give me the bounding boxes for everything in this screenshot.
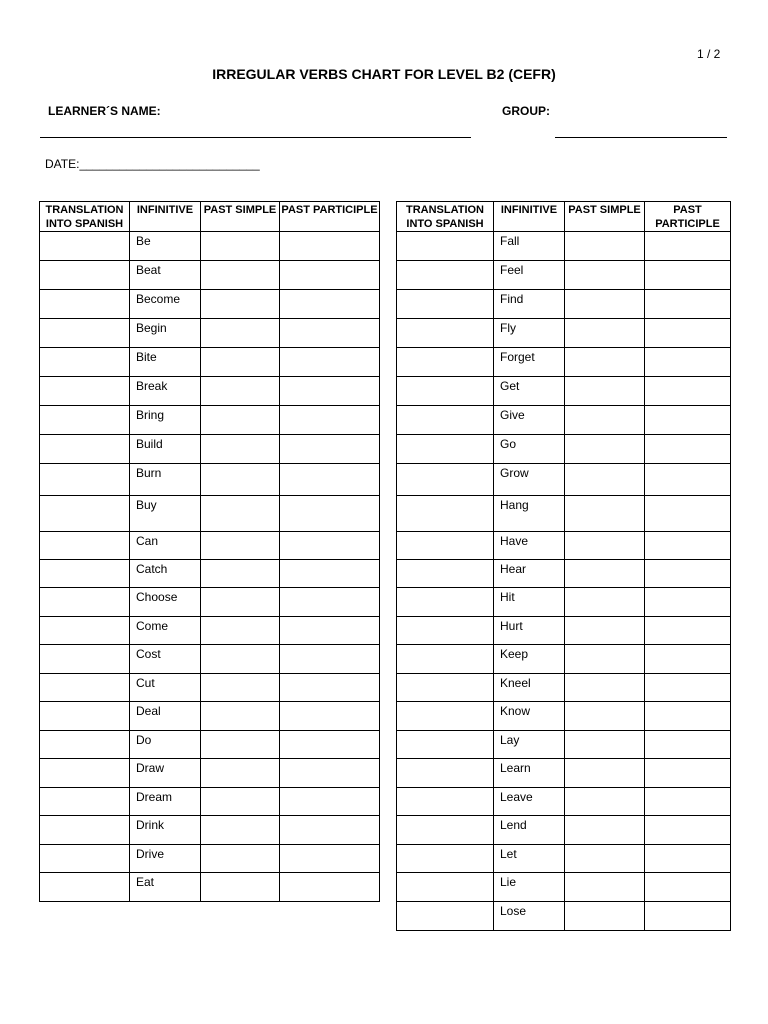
infinitive-cell: Can (130, 532, 201, 560)
past-participle-cell[interactable] (645, 496, 731, 532)
past-simple-cell[interactable] (201, 731, 280, 759)
past-participle-cell[interactable] (280, 702, 380, 731)
translation-cell[interactable] (40, 261, 130, 290)
past-participle-cell[interactable] (280, 788, 380, 816)
translation-cell[interactable] (40, 588, 130, 617)
translation-cell[interactable] (397, 532, 494, 560)
table-row (397, 645, 731, 674)
infinitive-cell: Forget (494, 348, 565, 377)
infinitive-cell: Burn (130, 464, 201, 496)
infinitive-cell: Drink (130, 816, 201, 845)
past-participle-cell[interactable] (645, 319, 731, 348)
translation-cell[interactable] (40, 759, 130, 788)
past-participle-cell[interactable] (280, 816, 380, 845)
infinitive-cell: Build (130, 435, 201, 464)
past-participle-cell[interactable] (645, 816, 731, 845)
translation-cell[interactable] (397, 845, 494, 873)
past-participle-cell[interactable] (645, 645, 731, 674)
infinitive-cell: Have (494, 532, 565, 560)
past-participle-cell[interactable] (645, 348, 731, 377)
past-simple-cell[interactable] (565, 702, 645, 731)
infinitive-cell: Deal (130, 702, 201, 731)
date-field[interactable]: DATE:___________________________ (45, 157, 260, 171)
group-line[interactable] (555, 137, 727, 138)
past-simple-cell[interactable] (565, 816, 645, 845)
past-simple-cell[interactable] (201, 532, 280, 560)
table-row (397, 702, 731, 731)
past-simple-cell[interactable] (201, 406, 280, 435)
infinitive-cell: Hit (494, 588, 565, 617)
translation-cell[interactable] (40, 617, 130, 645)
table-row (397, 731, 731, 759)
table-row (40, 759, 380, 788)
table-row (40, 873, 380, 902)
past-participle-cell[interactable] (280, 645, 380, 674)
table-row (397, 496, 731, 532)
past-simple-cell[interactable] (201, 617, 280, 645)
table-row (397, 435, 731, 464)
table-row (40, 464, 380, 496)
table-row (40, 816, 380, 845)
past-participle-cell[interactable] (645, 702, 731, 731)
past-simple-cell[interactable] (565, 261, 645, 290)
translation-cell[interactable] (40, 674, 130, 702)
translation-cell[interactable] (397, 617, 494, 645)
header-translation: TRANSLATION INTO SPANISH (40, 202, 130, 232)
infinitive-cell: Drive (130, 845, 201, 873)
translation-cell[interactable] (397, 816, 494, 845)
table-row (40, 845, 380, 873)
past-simple-cell[interactable] (565, 845, 645, 873)
translation-cell[interactable] (397, 702, 494, 731)
header-infinitive: INFINITIVE (494, 202, 565, 232)
past-participle-cell[interactable] (645, 617, 731, 645)
translation-cell[interactable] (40, 816, 130, 845)
infinitive-cell: Catch (130, 560, 201, 588)
infinitive-cell: Begin (130, 319, 201, 348)
past-simple-cell[interactable] (201, 290, 280, 319)
table-row (397, 560, 731, 588)
translation-cell[interactable] (397, 645, 494, 674)
infinitive-cell: Cost (130, 645, 201, 674)
past-participle-cell[interactable] (645, 560, 731, 588)
past-simple-cell[interactable] (201, 759, 280, 788)
table-row (40, 702, 380, 731)
translation-cell[interactable] (40, 496, 130, 532)
past-simple-cell[interactable] (201, 588, 280, 617)
infinitive-cell: Keep (494, 645, 565, 674)
header-past-simple: PAST SIMPLE (565, 202, 645, 232)
translation-cell[interactable] (40, 845, 130, 873)
past-simple-cell[interactable] (201, 873, 280, 902)
past-simple-cell[interactable] (565, 873, 645, 902)
translation-cell[interactable] (397, 261, 494, 290)
past-simple-cell[interactable] (565, 435, 645, 464)
past-simple-cell[interactable] (565, 674, 645, 702)
past-simple-cell[interactable] (201, 232, 280, 261)
infinitive-cell: Beat (130, 261, 201, 290)
infinitive-cell: Lie (494, 873, 565, 902)
past-participle-cell[interactable] (280, 435, 380, 464)
past-participle-cell[interactable] (280, 232, 380, 261)
past-participle-cell[interactable] (280, 290, 380, 319)
table-row (40, 617, 380, 645)
infinitive-cell: Give (494, 406, 565, 435)
group-label: GROUP: (502, 104, 550, 118)
infinitive-cell: Bring (130, 406, 201, 435)
translation-cell[interactable] (397, 731, 494, 759)
past-simple-cell[interactable] (201, 377, 280, 406)
translation-cell[interactable] (40, 377, 130, 406)
table-row (397, 873, 731, 902)
past-simple-cell[interactable] (565, 588, 645, 617)
infinitive-cell: Let (494, 845, 565, 873)
table-row (397, 532, 731, 560)
translation-cell[interactable] (397, 348, 494, 377)
table-row (397, 290, 731, 319)
infinitive-cell: Hang (494, 496, 565, 532)
infinitive-cell: Learn (494, 759, 565, 788)
translation-cell[interactable] (40, 560, 130, 588)
past-simple-cell[interactable] (565, 377, 645, 406)
past-participle-cell[interactable] (280, 588, 380, 617)
past-participle-cell[interactable] (280, 496, 380, 532)
past-simple-cell[interactable] (565, 496, 645, 532)
infinitive-cell: Eat (130, 873, 201, 902)
past-simple-cell[interactable] (565, 902, 645, 931)
page-number: 1 / 2 (697, 47, 721, 61)
table-row (40, 348, 380, 377)
infinitive-cell: Fall (494, 232, 565, 261)
translation-cell[interactable] (397, 377, 494, 406)
past-participle-cell[interactable] (280, 560, 380, 588)
past-participle-cell[interactable] (645, 464, 731, 496)
table-row (40, 588, 380, 617)
past-simple-cell[interactable] (565, 617, 645, 645)
table-row (40, 319, 380, 348)
translation-cell[interactable] (40, 406, 130, 435)
translation-cell[interactable] (397, 674, 494, 702)
past-simple-cell[interactable] (201, 496, 280, 532)
infinitive-cell: Lay (494, 731, 565, 759)
infinitive-cell: Come (130, 617, 201, 645)
verbs-table-left (39, 201, 380, 902)
infinitive-cell: Find (494, 290, 565, 319)
table-row (40, 261, 380, 290)
past-participle-cell[interactable] (280, 759, 380, 788)
past-participle-cell[interactable] (280, 617, 380, 645)
past-participle-cell[interactable] (645, 588, 731, 617)
table-row (397, 261, 731, 290)
past-participle-cell[interactable] (645, 788, 731, 816)
past-simple-cell[interactable] (565, 532, 645, 560)
infinitive-cell: Fly (494, 319, 565, 348)
header-past-simple: PAST SIMPLE (201, 202, 280, 232)
learner-name-label: LEARNER´S NAME: (48, 104, 161, 118)
past-simple-cell[interactable] (201, 348, 280, 377)
past-participle-cell[interactable] (645, 290, 731, 319)
past-simple-cell[interactable] (201, 845, 280, 873)
table-row (397, 845, 731, 873)
infinitive-cell: Get (494, 377, 565, 406)
translation-cell[interactable] (40, 788, 130, 816)
past-participle-cell[interactable] (645, 377, 731, 406)
past-simple-cell[interactable] (565, 348, 645, 377)
table-row (40, 731, 380, 759)
past-participle-cell[interactable] (280, 319, 380, 348)
verbs-table-right (396, 201, 731, 931)
past-participle-cell[interactable] (280, 845, 380, 873)
translation-cell[interactable] (40, 873, 130, 902)
table-row (397, 588, 731, 617)
past-simple-cell[interactable] (565, 788, 645, 816)
past-participle-cell[interactable] (645, 232, 731, 261)
table-row (40, 532, 380, 560)
translation-cell[interactable] (397, 588, 494, 617)
learner-name-line[interactable] (40, 137, 471, 138)
translation-cell[interactable] (397, 319, 494, 348)
past-simple-cell[interactable] (201, 464, 280, 496)
table-row (40, 377, 380, 406)
table-row (397, 319, 731, 348)
past-participle-cell[interactable] (645, 532, 731, 560)
translation-cell[interactable] (397, 435, 494, 464)
past-simple-cell[interactable] (201, 816, 280, 845)
infinitive-cell: Hurt (494, 617, 565, 645)
table-row (397, 348, 731, 377)
table-row (40, 406, 380, 435)
translation-cell[interactable] (397, 560, 494, 588)
table-row (40, 232, 380, 261)
translation-cell[interactable] (40, 232, 130, 261)
past-simple-cell[interactable] (565, 319, 645, 348)
table-row (397, 232, 731, 261)
table-row (397, 617, 731, 645)
translation-cell[interactable] (40, 702, 130, 731)
infinitive-cell: Buy (130, 496, 201, 532)
infinitive-cell: Cut (130, 674, 201, 702)
past-simple-cell[interactable] (201, 645, 280, 674)
past-participle-cell[interactable] (280, 532, 380, 560)
past-participle-cell[interactable] (645, 406, 731, 435)
past-simple-cell[interactable] (565, 406, 645, 435)
past-simple-cell[interactable] (201, 560, 280, 588)
past-simple-cell[interactable] (565, 560, 645, 588)
past-participle-cell[interactable] (280, 348, 380, 377)
translation-cell[interactable] (397, 759, 494, 788)
table-row (397, 788, 731, 816)
infinitive-cell: Do (130, 731, 201, 759)
past-participle-cell[interactable] (280, 261, 380, 290)
past-simple-cell[interactable] (201, 788, 280, 816)
table-row (40, 496, 380, 532)
infinitive-cell: Bite (130, 348, 201, 377)
infinitive-cell: Know (494, 702, 565, 731)
past-simple-cell[interactable] (565, 759, 645, 788)
translation-cell[interactable] (397, 873, 494, 902)
past-participle-cell[interactable] (645, 845, 731, 873)
table-row (40, 645, 380, 674)
infinitive-cell: Grow (494, 464, 565, 496)
table-row (40, 788, 380, 816)
header-past-participle: PAST PARTICIPLE (280, 202, 380, 232)
translation-cell[interactable] (397, 232, 494, 261)
translation-cell[interactable] (397, 290, 494, 319)
past-participle-cell[interactable] (645, 674, 731, 702)
infinitive-cell: Feel (494, 261, 565, 290)
translation-cell[interactable] (397, 788, 494, 816)
infinitive-cell: Be (130, 232, 201, 261)
translation-cell[interactable] (40, 348, 130, 377)
infinitive-cell: Lend (494, 816, 565, 845)
infinitive-cell: Draw (130, 759, 201, 788)
table-row (397, 377, 731, 406)
page-title: IRREGULAR VERBS CHART FOR LEVEL B2 (CEFR) (212, 66, 556, 82)
past-simple-cell[interactable] (201, 261, 280, 290)
table-row (40, 290, 380, 319)
translation-cell[interactable] (397, 406, 494, 435)
past-simple-cell[interactable] (565, 232, 645, 261)
table-row (397, 902, 731, 931)
translation-cell[interactable] (40, 645, 130, 674)
past-participle-cell[interactable] (645, 435, 731, 464)
translation-cell[interactable] (397, 496, 494, 532)
past-participle-cell[interactable] (645, 873, 731, 902)
translation-cell[interactable] (40, 532, 130, 560)
translation-cell[interactable] (40, 464, 130, 496)
past-participle-cell[interactable] (645, 731, 731, 759)
translation-cell[interactable] (40, 435, 130, 464)
infinitive-cell: Hear (494, 560, 565, 588)
past-participle-cell[interactable] (645, 902, 731, 931)
past-simple-cell[interactable] (201, 702, 280, 731)
table-row (397, 816, 731, 845)
past-simple-cell[interactable] (201, 674, 280, 702)
infinitive-cell: Dream (130, 788, 201, 816)
table-row (397, 406, 731, 435)
past-participle-cell[interactable] (280, 377, 380, 406)
past-simple-cell[interactable] (565, 290, 645, 319)
table-row (40, 674, 380, 702)
past-simple-cell[interactable] (565, 464, 645, 496)
table-row (40, 560, 380, 588)
translation-cell[interactable] (397, 902, 494, 931)
past-participle-cell[interactable] (280, 674, 380, 702)
infinitive-cell: Become (130, 290, 201, 319)
past-participle-cell[interactable] (280, 731, 380, 759)
past-participle-cell[interactable] (645, 759, 731, 788)
past-simple-cell[interactable] (565, 731, 645, 759)
table-row (397, 674, 731, 702)
past-participle-cell[interactable] (280, 406, 380, 435)
table-row (397, 759, 731, 788)
table-row (397, 464, 731, 496)
past-participle-cell[interactable] (280, 873, 380, 902)
translation-cell[interactable] (40, 731, 130, 759)
infinitive-cell: Lose (494, 902, 565, 931)
past-simple-cell[interactable] (565, 645, 645, 674)
infinitive-cell: Kneel (494, 674, 565, 702)
header-translation: TRANSLATION INTO SPANISH (397, 202, 494, 232)
translation-cell[interactable] (40, 319, 130, 348)
translation-cell[interactable] (397, 464, 494, 496)
table-row (40, 435, 380, 464)
past-participle-cell[interactable] (645, 261, 731, 290)
infinitive-cell: Break (130, 377, 201, 406)
translation-cell[interactable] (40, 290, 130, 319)
past-participle-cell[interactable] (280, 464, 380, 496)
header-infinitive: INFINITIVE (130, 202, 201, 232)
past-simple-cell[interactable] (201, 435, 280, 464)
infinitive-cell: Go (494, 435, 565, 464)
past-simple-cell[interactable] (201, 319, 280, 348)
infinitive-cell: Leave (494, 788, 565, 816)
header-past-participle: PAST PARTICIPLE (645, 202, 731, 232)
infinitive-cell: Choose (130, 588, 201, 617)
